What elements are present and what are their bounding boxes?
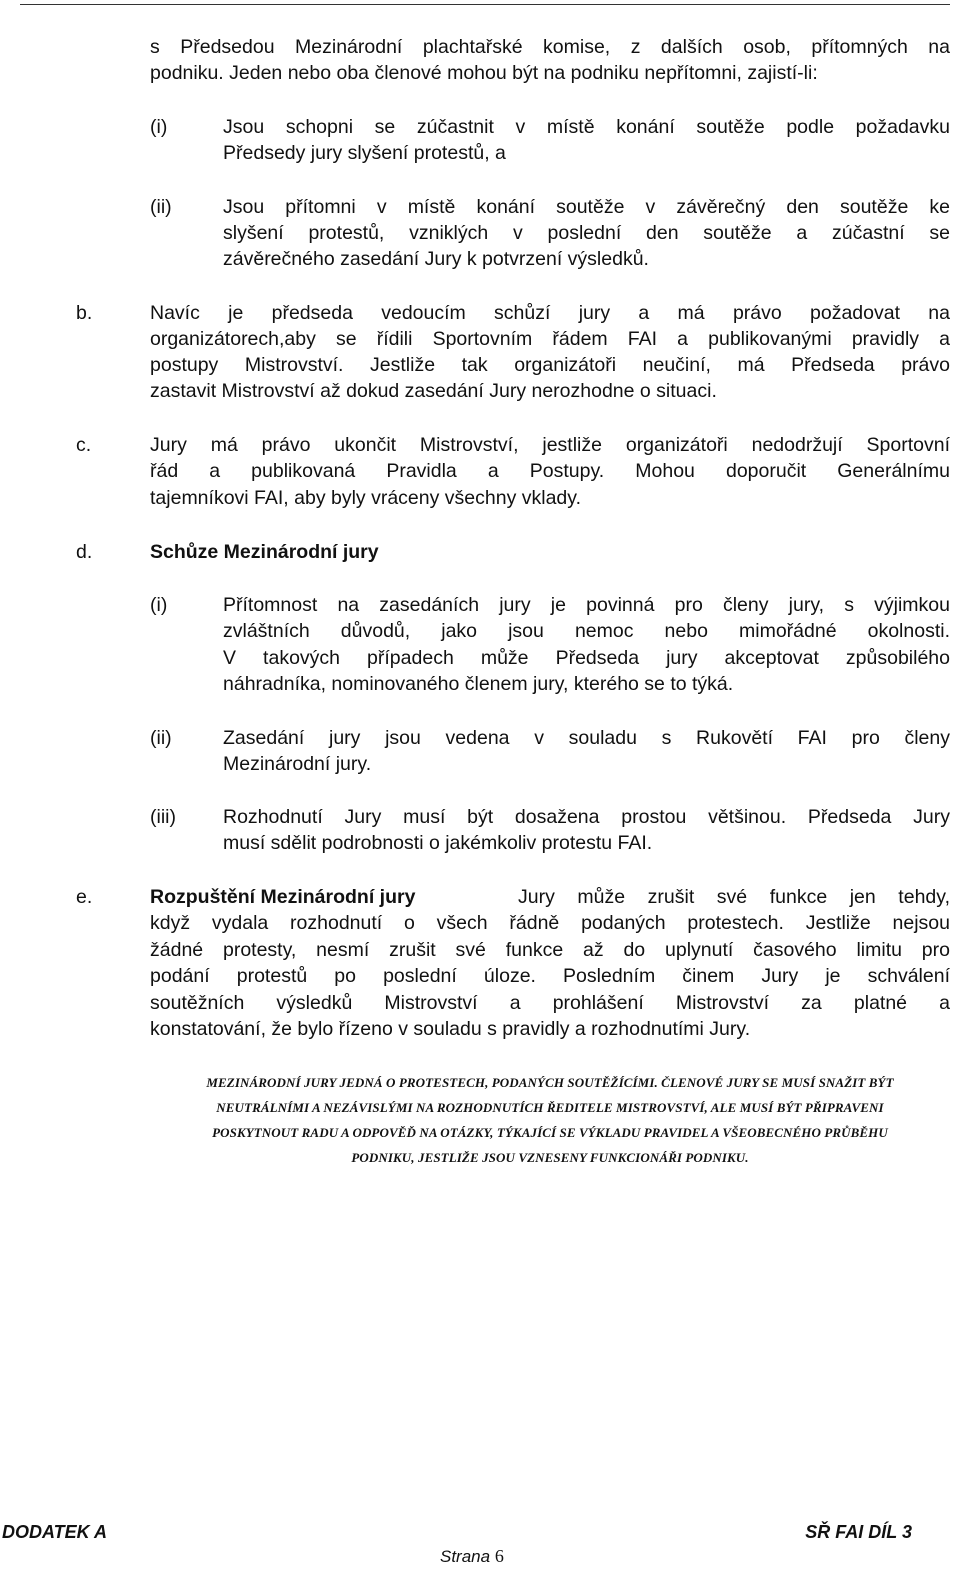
item-i-marker: (i): [150, 116, 168, 138]
section-c-line-2: řád a publikovaná Pravidla a Postupy. Mohou doporučit Generálnímu: [150, 460, 950, 482]
item-i-line-1: Jsou schopni se zúčastnit v místě konání soutěže podle požadavku: [223, 116, 950, 138]
note-line-4: PODNIKU, JESTLIŽE JSOU VZNESENY FUNKCIONÁŘI PODNIKU.: [351, 1150, 749, 1165]
section-d-marker: d.: [76, 541, 93, 563]
section-b-line-1: Navíc je předseda vedoucím schůzí jury a má právo požadovat na: [150, 302, 950, 324]
page-label: Strana: [440, 1547, 491, 1566]
section-e-line-1: Jury může zrušit své funkce jen tehdy,: [518, 886, 950, 908]
d-item-iii-marker: (iii): [150, 806, 176, 828]
footer-page-number: [440, 1546, 504, 1567]
section-e-line-3: žádné protesty, nesmí zrušit své funkce až do uplynutí časového limitu pro: [150, 939, 950, 961]
d-item-i-line-2: zvláštních důvodů, jako jsou nemoc nebo mimořádné okolnosti.: [223, 620, 950, 642]
item-ii-line-3: závěrečného zasedání Jury k potvrzení výsledků.: [223, 248, 649, 270]
section-d-heading: Schůze Mezinárodní jury: [150, 541, 379, 563]
d-item-ii-marker: (ii): [150, 727, 172, 749]
d-item-ii-line-2: Mezinárodní jury.: [223, 753, 372, 775]
item-ii-line-1: Jsou přítomni v místě konání soutěže v závěrečný den soutěže ke: [223, 196, 950, 218]
note-line-1: MEZINÁRODNÍ JURY JEDNÁ O PROTESTECH, PODANÝCH SOUTĚŽÍCÍMI. ČLENOVÉ JURY SE MUSÍ SNAŽIT BÝT: [206, 1075, 894, 1090]
section-e-line-2: když vydala rozhodnutí o všech řádně podaných protestech. Jestliže nejsou: [150, 912, 950, 934]
section-b-line-2: organizátorech,aby se řídili Sportovním řádem FAI a publikovanými pravidly a: [150, 328, 950, 350]
note-line-2: NEUTRÁLNÍMI A NEZÁVISLÝMI NA ROZHODNUTÍCH ŘEDITELE MISTROVSTVÍ, ALE MUSÍ BÝT PŘIPRAVENI: [216, 1100, 884, 1115]
d-item-i-line-3: V takových případech může Předseda jury akceptovat způsobilého: [223, 647, 950, 669]
section-b-marker: b.: [76, 302, 93, 324]
section-c-line-3: tajemníkovi FAI, aby byly vráceny všechny vklady.: [150, 487, 581, 509]
section-e-line-5: soutěžních výsledků Mistrovství a prohlášení Mistrovství za platné a: [150, 992, 950, 1014]
header-rule: [20, 4, 950, 5]
footer-section-label: SŘ FAI DÍL 3: [805, 1522, 912, 1542]
section-e-line-6: konstatování, že bylo řízeno v souladu s pravidly a rozhodnutími Jury.: [150, 1018, 751, 1040]
item-ii-line-2: slyšení protestů, vzniklých v poslední den soutěže a zúčastní se: [223, 222, 950, 244]
section-e-line-4: podání protestů po poslední úloze. Posledním činem Jury je schválení: [150, 965, 950, 987]
d-item-i-marker: (i): [150, 594, 168, 616]
d-item-ii-line-1: Zasedání jury jsou vedena v souladu s Rukovětí FAI pro členy: [223, 727, 950, 749]
footer-appendix-label: DODATEK A: [2, 1522, 107, 1542]
page-number: 6: [494, 1546, 504, 1566]
intro-line-2: podniku. Jeden nebo oba členové mohou být na podniku nepřítomni, zajistí-li:: [150, 62, 818, 84]
section-c-marker: c.: [76, 434, 92, 456]
item-i-line-2: Předsedy jury slyšení protestů, a: [223, 142, 506, 164]
section-e-heading: Rozpuštění Mezinárodní jury: [150, 886, 416, 908]
item-ii-marker: (ii): [150, 196, 172, 218]
section-b-line-4: zastavit Mistrovství až dokud zasedání Jury nerozhodne o situaci.: [150, 380, 717, 402]
d-item-iii-line-2: musí sdělit podrobnosti o jakémkoliv protestu FAI.: [223, 832, 653, 854]
note-line-3: POSKYTNOUT RADU A ODPOVĚĎ NA OTÁZKY, TÝKAJÍCÍ SE VÝKLADU PRAVIDEL A VŠEOBECNÉHO PRŮBĚHU: [212, 1125, 888, 1140]
d-item-i-line-1: Přítomnost na zasedáních jury je povinná pro členy jury, s výjimkou: [223, 594, 950, 616]
d-item-i-line-4: náhradníka, nominovaného členem jury, kterého se to týká.: [223, 673, 734, 695]
section-e-marker: e.: [76, 886, 93, 908]
section-b-line-3: postupy Mistrovství. Jestliže tak organizátoři neučiní, má Předseda právo: [150, 354, 950, 376]
intro-line-1: s Předsedou Mezinárodní plachtařské komise, z dalších osob, přítomných na: [150, 36, 950, 58]
section-c-line-1: Jury má právo ukončit Mistrovství, jestliže organizátoři nedodržují Sportovní: [150, 434, 950, 456]
d-item-iii-line-1: Rozhodnutí Jury musí být dosažena prostou většinou. Předseda Jury: [223, 806, 950, 828]
